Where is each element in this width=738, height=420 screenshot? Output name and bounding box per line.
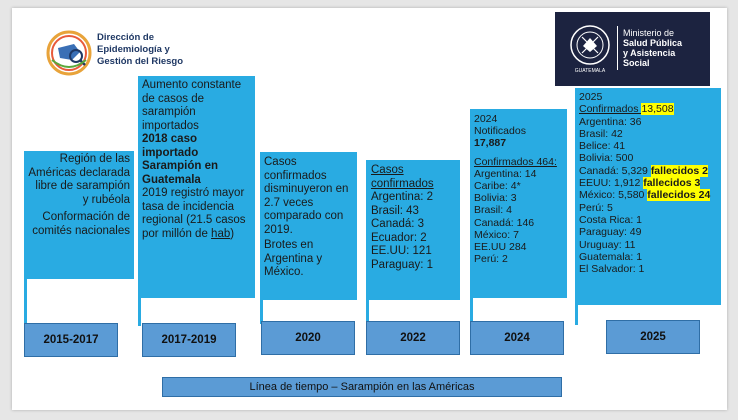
event-2022-item: Paraguay: 1: [371, 258, 434, 271]
event-2025-item-text: El Salvador: 1: [579, 263, 645, 276]
year-label-2020: 2020: [261, 321, 355, 355]
event-box-2017-2019: [138, 76, 255, 298]
event-2022-title: Casos confirmados: [371, 164, 434, 190]
event-2024-notified-label: Notificados: [474, 125, 526, 138]
logo-line-3: Gestión del Riesgo: [97, 56, 184, 67]
event-2024-item: México: 7: [474, 228, 519, 241]
event-2025-year: 2025: [579, 91, 603, 103]
event-2025-deaths-highlight: fallecidos 3: [643, 177, 701, 190]
event-2025-deaths-highlight: fallecidos 24: [647, 189, 711, 202]
connector-5: [470, 296, 473, 324]
event-2025-item-text: México: 5,580: [579, 189, 648, 202]
timeline-caption: Línea de tiempo – Sarampión en las Américas: [162, 377, 562, 397]
event-2024-item: Caribe: 4*: [474, 180, 521, 193]
event-2025-confirmed: [579, 103, 717, 115]
event-2025-item: [579, 202, 717, 214]
event-2025-item-text: Guatemala: 1: [579, 250, 643, 263]
event-2025-list: [579, 116, 717, 276]
event-2022-item: Ecuador: 2: [371, 231, 427, 244]
event-2025-item-text: Argentina: 36: [579, 115, 642, 128]
event-2017-text-2: 2018 caso importado Sarampión en Guatemala: [142, 133, 219, 186]
event-2025-item-text: Bolivia: 500: [579, 152, 634, 165]
event-2024-item: Bolivia: 3: [474, 192, 517, 205]
event-2025-item: [579, 177, 717, 189]
connector-2: [138, 298, 141, 326]
event-2017-text-3b: hab: [211, 227, 231, 240]
event-2025-item: [579, 140, 717, 152]
logo-line-2: Epidemiología y: [97, 44, 170, 55]
event-2022-item: Brasil: 43: [371, 204, 419, 217]
event-2025-item: [579, 189, 717, 201]
event-2025-item: [579, 239, 717, 251]
event-2025-item-text: Belice: 41: [579, 140, 626, 153]
ministry-banner: [555, 12, 710, 86]
year-label-2025: 2025: [606, 320, 700, 354]
ministry-name: [623, 28, 708, 68]
event-2024-item: Argentina: 14: [474, 167, 537, 180]
event-2025-item: [579, 214, 717, 226]
event-2024-year: 2024: [474, 113, 498, 125]
event-2020-text-2: Brotes en Argentina y México.: [264, 239, 323, 278]
event-2025-item-text: Uruguay: 11: [579, 238, 636, 251]
event-box-2015-2017: [24, 151, 134, 279]
epidemiology-logo-text: [97, 32, 217, 68]
ministry-line-2: Salud Pública: [623, 38, 683, 48]
event-2020-text-1: Casos confirmados disminuyeron en 2.7 veces comparado con 2019.: [264, 156, 349, 236]
event-2025-item: [579, 251, 717, 263]
connector-6: [575, 305, 578, 325]
event-2024-item: EE.UU 284: [474, 241, 527, 254]
year-label-2017-2019: 2017-2019: [142, 323, 236, 357]
event-2025-item: [579, 152, 717, 164]
event-box-2024: [470, 109, 567, 298]
event-2025-item-text: Paraguay: 49: [579, 226, 642, 239]
event-2017-text-3: [142, 187, 251, 241]
ministry-line-3: y Asistencia: [623, 48, 676, 58]
ministry-line-1: Ministerio de: [623, 28, 675, 38]
event-2025-item-text: Perú: 5: [579, 201, 613, 214]
event-box-2022: [366, 160, 460, 300]
event-2024-item: Brasil: 4: [474, 204, 512, 217]
event-2025-deaths-highlight: fallecidos 2: [650, 164, 709, 177]
year-label-2022: 2022: [366, 321, 460, 355]
event-2025-item: [579, 226, 717, 238]
event-2025-item-text: EEUU: 1,912: [579, 177, 644, 190]
event-2024-item: Canadá: 146: [474, 216, 535, 229]
year-label-2024: 2024: [470, 321, 564, 355]
event-2025-confirmed-value: 13,508: [641, 103, 674, 116]
event-2025-item-text: Canadá: 5,329: [579, 164, 651, 177]
event-2017-text-1: Aumento constante de casos de sarampión importados: [142, 79, 242, 132]
ministry-divider: [617, 26, 618, 70]
event-2025-item: [579, 116, 717, 128]
ministry-line-4: Social: [623, 58, 650, 68]
event-2025-item-text: Brasil: 42: [579, 127, 623, 140]
event-2025-item: [579, 128, 717, 140]
logo-line-1: Dirección de: [97, 32, 155, 43]
timeline-slide: [12, 8, 727, 410]
year-label-2015-2017: 2015-2017: [24, 323, 118, 357]
event-2017-text-3c: ): [230, 227, 235, 240]
event-2025-item-text: Costa Rica: 1: [579, 213, 643, 226]
seal-caption: GUATEMALA: [574, 68, 606, 74]
epidemiology-logo: [46, 30, 92, 76]
event-2022-item: Argentina: 2: [371, 191, 434, 203]
event-2024-list: [474, 168, 563, 266]
event-2017-text-3a: 2019 registró mayor tasa de incidencia regional (21.5 casos por millón de: [142, 187, 246, 240]
event-2025-item: [579, 165, 717, 177]
event-box-2020: [260, 152, 357, 300]
event-2015-text-2: Conformación de comités nacionales: [32, 211, 130, 237]
event-2015-text-1: Región de las Américas declarada libre de sarampión y rubéola: [28, 153, 130, 206]
event-2025-item: [579, 263, 717, 275]
event-2022-list: [371, 191, 455, 272]
event-2025-confirmed-label: Confirmados: [579, 103, 642, 116]
event-2024-confirmed-label: Confirmados 464:: [474, 155, 557, 168]
event-2024-notified-value: 17,887: [474, 137, 507, 150]
guatemala-seal-icon: [569, 24, 611, 66]
event-2022-item: EE.UU: 121: [371, 245, 432, 257]
event-2022-item: Canadá: 3: [371, 218, 425, 230]
epidemiology-logo-icon: [46, 30, 92, 76]
event-box-2025: [575, 88, 721, 305]
event-2024-item: Perú: 2: [474, 253, 508, 266]
